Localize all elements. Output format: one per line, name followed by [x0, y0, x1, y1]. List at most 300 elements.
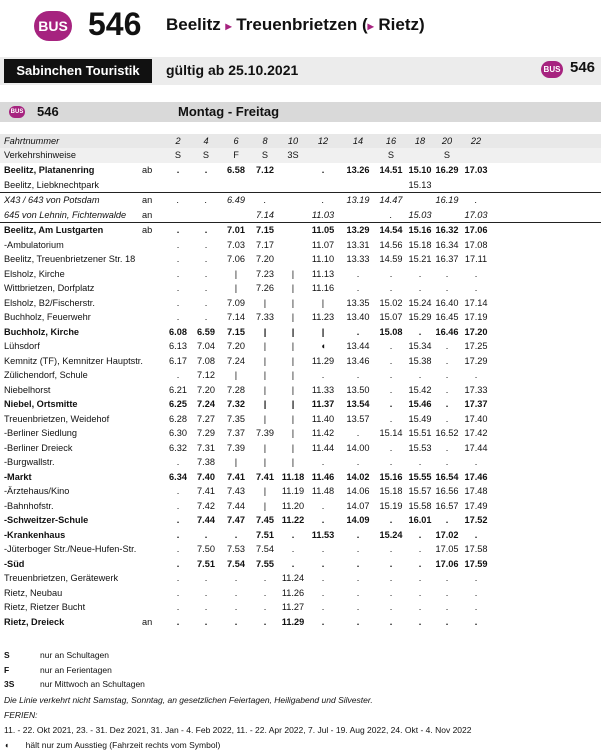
time-cell: .: [445, 283, 449, 293]
time-cell: 11.42: [311, 428, 335, 438]
time-cell: .: [474, 602, 478, 612]
time-cell: |: [263, 442, 267, 453]
time-cell: 7.29: [197, 428, 215, 438]
time-cell: 12: [317, 136, 329, 146]
stop-name: Niebelhorst: [4, 384, 51, 395]
time-cell: .: [389, 442, 393, 453]
timetable-row: [0, 484, 601, 499]
time-cell: 17.05: [435, 544, 459, 554]
stop-name: -Berliner Dreieck: [4, 442, 73, 453]
time-cell: .: [234, 573, 238, 583]
time-cell: 14.07: [346, 500, 370, 511]
time-cell: 7.04: [197, 341, 215, 351]
time-cell: .: [204, 616, 208, 627]
legend-value: nur Mittwoch an Schultagen: [40, 679, 145, 689]
time-cell: 7.26: [256, 283, 274, 293]
time-cell: .: [389, 370, 393, 380]
time-cell: |: [234, 370, 238, 380]
time-cell: .: [176, 165, 180, 175]
time-cell: .: [234, 587, 238, 598]
time-cell: .: [389, 558, 393, 569]
legend-value: nur an Ferientagen: [40, 664, 112, 675]
time-cell: 7.15: [227, 326, 245, 337]
time-cell: 11.48: [311, 486, 335, 496]
time-cell: .: [204, 239, 208, 250]
stop-name: Rietz, Dreieck: [4, 616, 65, 627]
time-cell: .: [176, 486, 180, 496]
time-cell: 11.03: [311, 209, 335, 220]
time-cell: 11.29: [311, 355, 335, 366]
time-cell: .: [474, 268, 478, 279]
time-cell: .: [234, 602, 238, 612]
time-cell: 16.57: [435, 500, 459, 511]
time-cell: .: [418, 587, 422, 598]
timetable-row: [0, 267, 601, 282]
time-cell: 6.21: [169, 384, 187, 395]
time-cell: 15.16: [408, 225, 432, 235]
stop-name: -Süd: [4, 558, 25, 569]
time-cell: .: [445, 602, 449, 612]
time-cell: |: [291, 457, 295, 467]
stop-name: Niebel, Ortsmitte: [4, 399, 78, 409]
time-cell: 17.11: [464, 254, 488, 264]
time-cell: 7.47: [227, 515, 245, 525]
time-cell: |: [263, 486, 267, 496]
timetable-row: [0, 339, 601, 354]
time-cell: .: [176, 283, 180, 293]
time-cell: |: [263, 457, 267, 467]
time-cell: |: [263, 355, 267, 366]
time-cell: |: [291, 384, 295, 395]
time-cell: 16.32: [435, 225, 459, 235]
time-cell: 14.02: [346, 471, 370, 482]
arr-dep-marker: ab: [142, 165, 153, 175]
time-cell: .: [389, 268, 393, 279]
timetable-row: [0, 281, 601, 296]
time-cell: .: [263, 195, 267, 205]
time-cell: 15.24: [408, 297, 432, 308]
time-cell: 11.22: [281, 515, 305, 525]
time-cell: .: [445, 457, 449, 467]
time-cell: |: [291, 355, 295, 366]
time-cell: .: [474, 616, 478, 627]
time-cell: 7.12: [197, 370, 215, 380]
stop-name: -Berliner Siedlung: [4, 428, 78, 438]
time-cell: 15.57: [408, 486, 432, 496]
time-cell: 17.44: [464, 442, 488, 453]
time-cell: 7.38: [197, 457, 215, 467]
time-cell: .: [204, 573, 208, 583]
time-cell: .: [445, 341, 449, 351]
time-cell: .: [418, 602, 422, 612]
stop-name: -Ärztehaus/Kino: [4, 486, 70, 496]
time-cell: 14.59: [379, 254, 403, 264]
time-cell: .: [176, 573, 180, 583]
timetable-row: [0, 455, 601, 470]
time-cell: 7.27: [197, 413, 215, 424]
time-cell: 17.06: [464, 225, 488, 235]
time-cell: S: [387, 150, 395, 160]
time-cell: 11.26: [281, 587, 305, 598]
time-cell: .: [321, 587, 325, 598]
legend-item: [0, 677, 601, 692]
time-cell: |: [291, 428, 295, 438]
symbol-text: hält nur zum Ausstieg (Fahrzeit rechts vom Symbol): [25, 740, 221, 750]
time-cell: 11.18: [281, 471, 305, 482]
stop-name: Rietz, Rietzer Bucht: [4, 602, 86, 612]
time-cell: |: [291, 399, 295, 409]
ferien-dates: 11. - 22. Okt 2021, 23. - 31. Dez 2021, 31. Jan - 4. Feb 2022, 11. - 22. Apr 2022, 7. Jul - 19. Aug 2022, 24. Okt - 4. Nov 2022: [4, 725, 472, 735]
time-cell: 11.23: [311, 312, 335, 322]
stop-name: Treuenbrietzen, Gerätewerk: [4, 573, 119, 583]
stop-name: X43 / 643 von Potsdam: [4, 195, 100, 205]
time-cell: 17.29: [464, 355, 488, 366]
time-cell: 11.13: [311, 268, 335, 279]
time-cell: 7.42: [197, 500, 215, 511]
time-cell: .: [204, 587, 208, 598]
time-cell: .: [291, 544, 295, 554]
valid-from: gültig ab 25.10.2021: [166, 62, 299, 78]
no-service-note: Die Linie verkehrt nicht Samstag, Sonntag, an gesetzlichen Feiertagen, Heiligabend und Silvester.: [4, 695, 373, 705]
time-cell: .: [176, 544, 180, 554]
time-cell: 11.53: [311, 529, 335, 540]
time-cell: |: [321, 297, 325, 308]
time-cell: 13.35: [346, 297, 370, 308]
time-cell: 17.14: [464, 297, 488, 308]
time-cell: 13.54: [346, 399, 370, 409]
time-cell: .: [176, 312, 180, 322]
time-cell: .: [474, 529, 478, 540]
time-cell: 14.56: [379, 239, 403, 250]
time-cell: |: [291, 413, 295, 424]
timetable-row: [0, 600, 601, 615]
time-cell: 13.50: [346, 384, 370, 395]
time-cell: .: [445, 370, 449, 380]
time-cell: 7.54: [227, 558, 245, 569]
time-cell: 7.33: [256, 312, 274, 322]
time-cell: .: [445, 442, 449, 453]
time-cell: 7.44: [227, 500, 245, 511]
legend-item: [0, 648, 601, 663]
time-cell: 11.37: [311, 399, 335, 409]
stop-name: Buchholz, Kirche: [4, 326, 80, 337]
stop-name: -Bahnhofstr.: [4, 500, 54, 511]
time-cell: 7.35: [227, 413, 245, 424]
time-cell: .: [263, 602, 267, 612]
time-cell: 6.13: [169, 341, 187, 351]
time-cell: 14.51: [379, 165, 403, 175]
time-cell: 8: [262, 136, 268, 146]
time-cell: 15.58: [408, 500, 432, 511]
time-cell: .: [291, 529, 295, 540]
time-cell: 10: [287, 136, 299, 146]
time-cell: 7.20: [197, 384, 215, 395]
time-cell: |: [291, 442, 295, 453]
time-cell: 7.50: [197, 544, 215, 554]
time-cell: .: [389, 515, 393, 525]
time-cell: .: [204, 165, 208, 175]
time-cell: 11.10: [311, 254, 335, 264]
time-cell: 16.52: [435, 428, 459, 438]
time-cell: .: [389, 209, 393, 220]
time-cell: .: [445, 384, 449, 395]
time-cell: |: [263, 326, 267, 337]
arrow-right-icon: ▸: [225, 19, 232, 33]
time-cell: .: [474, 457, 478, 467]
time-cell: .: [356, 529, 360, 540]
time-cell: 7.39: [256, 428, 274, 438]
time-cell: 17.58: [464, 544, 488, 554]
time-cell: .: [389, 616, 393, 627]
time-cell: .: [356, 602, 360, 612]
time-cell: .: [418, 529, 422, 540]
time-cell: 7.01: [227, 225, 245, 235]
time-cell: .: [263, 616, 267, 627]
time-cell: |: [291, 268, 295, 279]
time-cell: 6.58: [227, 165, 245, 175]
time-cell: .: [176, 529, 180, 540]
route-title: [166, 15, 425, 35]
stop-name: -Burgwallstr.: [4, 457, 55, 467]
time-cell: .: [445, 399, 449, 409]
time-cell: .: [356, 268, 360, 279]
time-cell: 16.54: [435, 471, 459, 482]
time-cell: .: [445, 587, 449, 598]
time-cell: 6.59: [197, 326, 215, 337]
time-cell: 7.24: [197, 399, 215, 409]
time-cell: |: [263, 500, 267, 511]
time-cell: 7.24: [227, 355, 245, 366]
timetable-row: [0, 571, 601, 586]
time-cell: 15.16: [379, 471, 403, 482]
time-cell: 16: [385, 136, 397, 146]
time-cell: .: [176, 254, 180, 264]
time-cell: .: [321, 573, 325, 583]
time-cell: |: [263, 413, 267, 424]
time-cell: 17.40: [464, 413, 488, 424]
time-cell: 15.53: [408, 442, 432, 453]
time-cell: 7.41: [227, 471, 245, 482]
timetable-row: [0, 252, 601, 267]
time-cell: 15.29: [408, 312, 432, 322]
time-cell: 7.43: [227, 486, 245, 496]
timetable-row: [0, 178, 601, 194]
time-cell: 17.25: [464, 341, 488, 351]
time-cell: 7.17: [256, 239, 274, 250]
timetable-row: [0, 441, 601, 456]
time-cell: 6.25: [169, 399, 187, 409]
time-cell: 17.37: [464, 399, 488, 409]
time-cell: S: [202, 150, 210, 160]
stop-name: Beelitz, Liebknechtpark: [4, 179, 99, 190]
stop-name: Wittbrietzen, Dorfplatz: [4, 283, 95, 293]
time-cell: 7.15: [256, 225, 274, 235]
timetable-row: [0, 542, 601, 557]
time-cell: 13.44: [346, 341, 370, 351]
time-cell: |: [291, 283, 295, 293]
time-cell: .: [176, 297, 180, 308]
time-cell: 22: [470, 136, 482, 146]
time-cell: 17.02: [435, 529, 459, 540]
timetable-row: [0, 426, 601, 441]
time-cell: .: [176, 195, 180, 205]
time-cell: .: [389, 587, 393, 598]
time-cell: 18: [414, 136, 426, 146]
bus-icon: BUS: [9, 106, 25, 118]
time-cell: .: [389, 355, 393, 366]
stop-name: Kemnitz (TF), Kemnitzer Hauptstr.: [4, 355, 143, 366]
arrow-right-icon: ▸: [367, 19, 374, 33]
time-cell: 13.31: [346, 239, 370, 250]
time-cell: 16.37: [435, 254, 459, 264]
time-cell: 7.40: [197, 471, 215, 482]
time-cell: 15.03: [408, 209, 432, 220]
time-cell: 15.10: [408, 165, 432, 175]
time-cell: 14: [352, 136, 364, 146]
time-cell: .: [389, 573, 393, 583]
time-cell: 15.19: [379, 500, 403, 511]
time-cell: 20: [441, 136, 453, 146]
stop-name: Buchholz, Feuerwehr: [4, 312, 91, 322]
time-cell: .: [445, 616, 449, 627]
stop-name: -Krankenhaus: [4, 529, 66, 540]
section-line-number: 546: [37, 104, 59, 119]
time-cell: 7.12: [256, 165, 274, 175]
time-cell: 11.46: [311, 471, 335, 482]
time-cell: 7.28: [227, 384, 245, 395]
time-cell: 14.09: [346, 515, 370, 525]
time-cell: 7.41: [197, 486, 215, 496]
time-cell: 15.55: [408, 471, 432, 482]
time-cell: 15.24: [379, 529, 403, 540]
time-cell: 2: [175, 136, 181, 146]
time-cell: .: [176, 616, 180, 627]
time-cell: 17.06: [435, 558, 459, 569]
time-cell: 13.40: [346, 312, 370, 322]
time-cell: |: [321, 326, 325, 337]
time-cell: .: [321, 515, 325, 525]
time-cell: 13.33: [346, 254, 370, 264]
time-cell: 15.02: [379, 297, 403, 308]
time-cell: 6.30: [169, 428, 187, 438]
time-cell: 16.40: [435, 297, 459, 308]
time-cell: 7.37: [227, 428, 245, 438]
legend-item: [0, 663, 601, 678]
time-cell: 13.57: [346, 413, 370, 424]
timetable-row: [0, 528, 601, 543]
time-cell: |: [291, 312, 295, 322]
timetable-row: [0, 586, 601, 601]
line-number-small: 546: [570, 59, 596, 76]
time-cell: .: [356, 428, 360, 438]
timetable-row: [0, 499, 601, 514]
line-number: 546: [88, 6, 142, 42]
time-cell: 11.19: [281, 486, 305, 496]
time-cell: .: [445, 413, 449, 424]
stop-name: Beelitz, Treuenbrietzener Str. 18: [4, 254, 136, 264]
time-cell: 15.51: [408, 428, 432, 438]
time-cell: 15.49: [408, 413, 432, 424]
timetable-row: [0, 513, 601, 528]
time-cell: 7.06: [227, 254, 245, 264]
bus-icon: BUS: [541, 61, 563, 78]
stop-name: Lühsdorf: [4, 341, 40, 351]
time-cell: 17.59: [464, 558, 488, 569]
time-cell: .: [321, 616, 325, 627]
time-cell: .: [474, 587, 478, 598]
service-notes-row: [0, 148, 601, 163]
time-cell: .: [418, 616, 422, 627]
time-cell: 15.42: [408, 384, 432, 395]
ferien-label: FERIEN:: [4, 710, 38, 720]
time-cell: 15.08: [379, 326, 403, 337]
time-cell: |: [291, 370, 295, 380]
time-cell: 15.18: [379, 486, 403, 496]
time-cell: .: [418, 573, 422, 583]
time-cell: 17.03: [464, 209, 488, 220]
time-cell: 6: [233, 136, 239, 146]
time-cell: 17.33: [464, 384, 488, 395]
time-cell: 6.28: [169, 413, 187, 424]
time-cell: .: [204, 283, 208, 293]
time-cell: .: [356, 558, 360, 569]
route-via: Rietz): [378, 15, 425, 34]
time-cell: 13.26: [346, 165, 370, 175]
time-cell: .: [356, 370, 360, 380]
time-cell: .: [356, 283, 360, 293]
time-cell: 16.46: [435, 326, 459, 337]
time-cell: .: [474, 573, 478, 583]
time-cell: .: [389, 341, 393, 351]
operator-bar: [0, 57, 601, 85]
time-cell: 7.31: [197, 442, 215, 453]
time-cell: 17.49: [464, 500, 488, 511]
stop-name: -Markt: [4, 471, 32, 482]
time-cell: .: [356, 587, 360, 598]
time-cell: 16.01: [408, 515, 432, 525]
time-cell: .: [321, 558, 325, 569]
legend-key: F: [4, 664, 10, 675]
time-cell: 3S: [287, 150, 299, 160]
time-cell: 6.49: [227, 195, 245, 205]
time-cell: .: [176, 515, 180, 525]
time-cell: .: [176, 558, 180, 569]
stop-name: -Ambulatorium: [4, 239, 64, 250]
time-cell: .: [176, 602, 180, 612]
timetable-row: [0, 163, 601, 178]
time-cell: 14.06: [346, 486, 370, 496]
stop-name: Beelitz, Am Lustgarten: [4, 225, 104, 235]
time-cell: 7.55: [256, 558, 274, 569]
time-cell: .: [418, 558, 422, 569]
timetable-row: [0, 193, 601, 208]
time-cell: 7.39: [227, 442, 245, 453]
timetable: [0, 134, 601, 629]
stop-name: -Jüterboger Str./Neue-Hufen-Str.: [4, 544, 137, 554]
stop-name: Treuenbrietzen, Weidehof: [4, 413, 110, 424]
timetable-row: [0, 208, 601, 224]
time-cell: .: [445, 355, 449, 366]
trip-number-row: [0, 134, 601, 148]
time-cell: .: [176, 239, 180, 250]
time-cell: .: [445, 515, 449, 525]
time-cell: 14.54: [379, 225, 403, 235]
time-cell: .: [445, 573, 449, 583]
time-cell: .: [204, 529, 208, 540]
time-cell: .: [176, 225, 180, 235]
trip-number-label: Fahrtnummer: [4, 136, 60, 146]
symbol-note: [4, 740, 220, 750]
